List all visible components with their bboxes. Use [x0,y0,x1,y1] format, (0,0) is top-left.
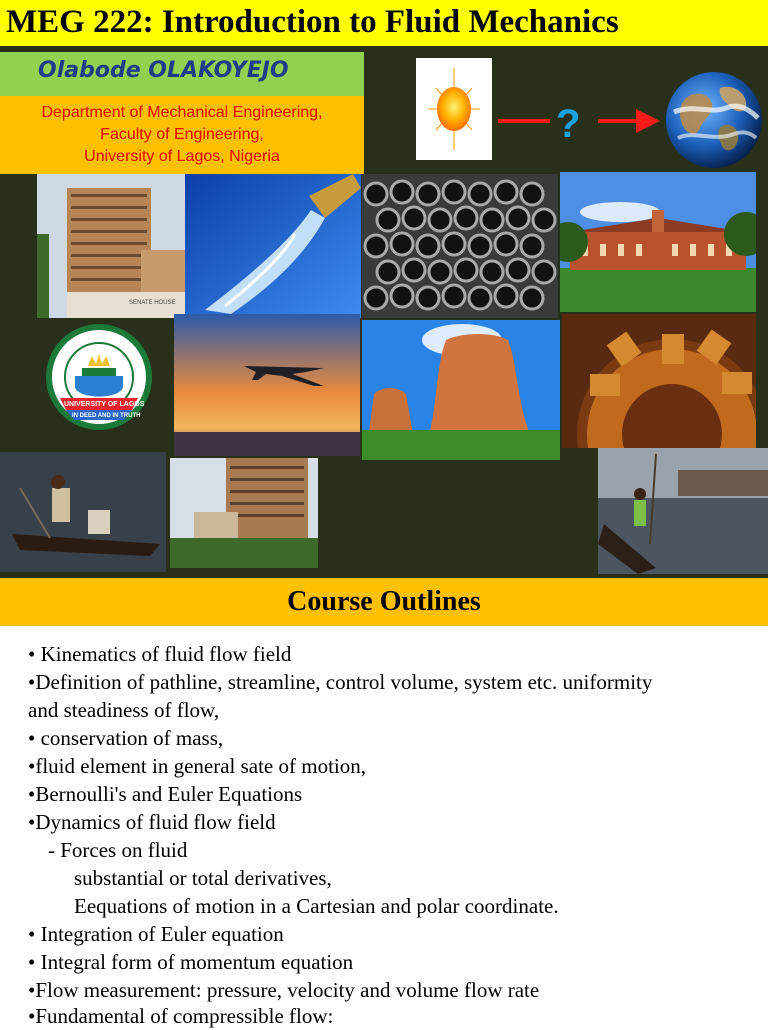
outline-item: •fluid element in general sate of motion, [28,754,366,778]
question-mark: ? [556,102,581,146]
university-line: University of Lagos, Nigeria [84,148,280,165]
senate-house-photo [37,174,185,318]
department-line: Department of Mechanical Engineering, [41,104,323,121]
water-tap-photo [185,174,361,318]
faculty-line: Faculty of Engineering, [100,126,264,143]
author-bar [0,52,364,96]
outline-subitem: Eequations of motion in a Cartesian and polar coordinate. [74,894,559,918]
outline-item: • Kinematics of fluid flow field [28,642,292,666]
campus-tower-photo [170,458,318,568]
outline-subitem: substantial or total derivatives, [74,866,332,890]
outline-subitem: - Forces on fluid [48,838,188,862]
author-name: Olabode OLAKOYEJO [38,58,289,83]
canoe-woman-photo [0,452,166,572]
cooling-towers-photo [362,320,560,460]
university-logo [38,320,160,434]
slide-title: MEG 222: Introduction to Fluid Mechanics [6,4,619,40]
outline-item: • Integral form of momentum equation [28,950,354,974]
outline-item: • conservation of mass, [28,726,224,750]
steel-pipes-photo [362,174,558,318]
arrow-right-icon [598,106,662,136]
outline-item: • Integration of Euler equation [28,922,284,946]
outline-item: •Fundamental of compressible flow: [28,1004,334,1028]
canoe-boy-photo [598,448,768,574]
airplane-sunset-photo [174,314,360,456]
title-bar [0,0,768,46]
earth-icon [664,68,764,172]
department-block [0,96,364,174]
logo-ring-text-top: UNIVERSITY OF LAGOS [64,401,145,408]
arrow-icon [498,112,550,128]
logo-motto-text: IN DEED AND IN TRUTH [72,413,141,419]
outline-item: •Definition of pathline, streamline, control volume, system etc. uniformity [28,670,653,694]
senate-house-label: SENATE HOUSE [129,300,176,306]
gear-icon [562,314,756,448]
outline-item: •Flow measurement: pressure, velocity and volume flow rate [28,978,540,1002]
outline-item: and steadiness of flow, [28,698,220,722]
outline-heading: Course Outlines [287,586,481,617]
outline-item: •Dynamics of fluid flow field [28,810,276,834]
outline-item: •Bernoulli's and Euler Equations [28,782,303,806]
campus-building-photo [560,172,756,312]
sun-icon [416,58,492,160]
outline-heading-bar [0,578,768,626]
